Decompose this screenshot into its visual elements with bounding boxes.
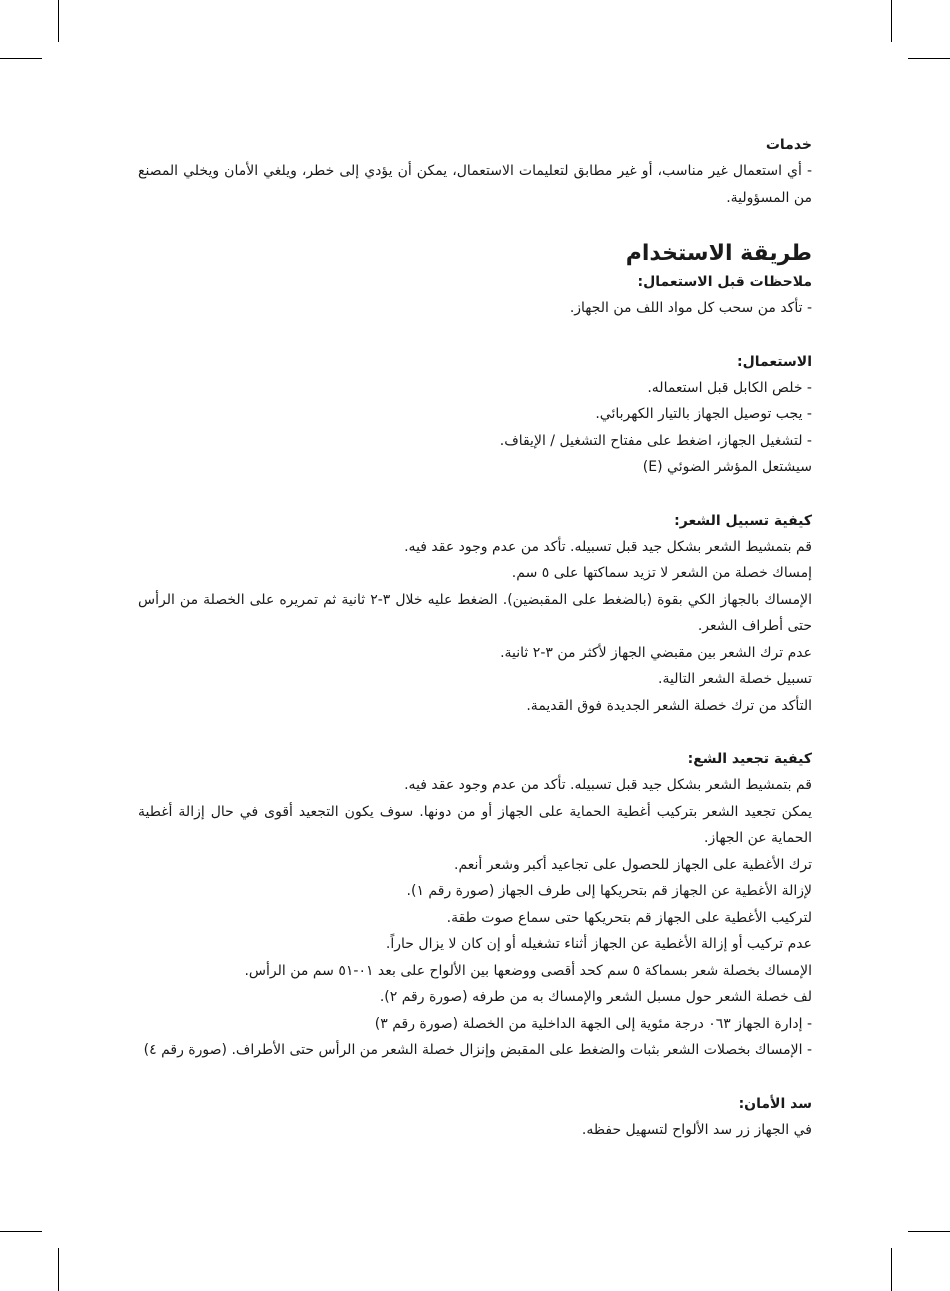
services-heading: خدمات: [765, 137, 812, 153]
safety-heading: سد الأمان:: [738, 1095, 812, 1112]
curl-line: قم بتمشيط الشعر بشكل جيد قبل تسبيله. تأكد من عدم وجود عقد فيه.: [404, 777, 812, 793]
use-line: - يجب توصيل الجهاز بالتيار الكهربائي.: [595, 406, 812, 422]
crop-mark: [908, 1231, 950, 1232]
curl-line: عدم تركيب أو إزالة الأغطية عن الجهاز أثناء تشغيله أو إن كان لا يزال حاراً.: [385, 936, 812, 952]
curl-line: ترك الأغطية على الجهاز للحصول على تجاعيد أكبر وشعر أنعم.: [454, 856, 812, 873]
pre-notes-section: [138, 269, 812, 322]
manual-page: [138, 132, 812, 1143]
crop-mark: [0, 1231, 42, 1232]
pre-notes-line: - تأكد من سحب كل مواد اللف من الجهاز.: [569, 300, 812, 316]
use-line: - خلص الكابل قبل استعماله.: [647, 379, 812, 396]
services-text: - أي استعمال غير مناسب، أو غير مطابق لتعليمات الاستعمال، يمكن أن يؤدي إلى خطر، ويلغي الأمان ويخلي المصنع من المسؤولية.: [138, 163, 812, 206]
straighten-line: التأكد من ترك خصلة الشعر الجديدة فوق القديمة.: [526, 697, 812, 714]
safety-line: في الجهاز زر سد الألواح لتسهيل حفظه.: [581, 1121, 812, 1138]
curl-heading: كيفية تجعيد الشع:: [687, 751, 812, 767]
safety-section: [138, 1091, 812, 1144]
crop-mark: [908, 58, 950, 59]
crop-mark: [891, 1248, 892, 1291]
use-section: [138, 349, 812, 481]
straighten-line: قم بتمشيط الشعر بشكل جيد قبل تسبيله. تأكد من عدم وجود عقد فيه.: [404, 538, 812, 555]
straighten-line: عدم ترك الشعر بين مقبضي الجهاز لأكثر من ٣-٢ ثانية.: [500, 644, 812, 661]
curl-line: لإزالة الأغطية عن الجهاز قم بتحريكها إلى طرف الجهاز (صورة رقم ١).: [406, 883, 812, 899]
curl-line: لف خصلة الشعر حول مسبل الشعر والإمساك به من طرفه (صورة رقم ٢).: [379, 989, 812, 1005]
usage-title: طريقة الاستخدام: [625, 241, 812, 266]
curl-line: لتركيب الأغطية على الجهاز قم بتحريكها حتى سماع صوت طقة.: [446, 909, 812, 926]
curl-section: [138, 746, 812, 1064]
curl-line: - إدارة الجهاز ٠٦٣ درجة مئوية إلى الجهة الداخلية من الخصلة (صورة رقم ٣): [374, 1015, 812, 1032]
use-line: - لتشغيل الجهاز، اضغط على مفتاح التشغيل / الإيقاف.: [499, 432, 812, 449]
pre-notes-heading: ملاحظات قبل الاستعمال:: [637, 274, 812, 290]
use-heading: الاستعمال:: [737, 353, 812, 370]
straighten-line: إمساك خصلة من الشعر لا تزيد سماكتها على ٥ سم.: [511, 565, 812, 581]
crop-mark: [58, 1248, 59, 1291]
crop-mark: [891, 0, 892, 42]
straighten-line: الإمساك بالجهاز الكي بقوة (بالضغط على المقبضين). الضغط عليه خلال ٣-٢ ثانية ثم تمريره على الخصلة من الرأس حتى أطراف الشعر.: [138, 591, 812, 634]
curl-line: - الإمساك بخصلات الشعر بثبات والضغط على المقبض وإنزال خصلة الشعر من الرأس حتى الأطراف. (صورة رقم ٤): [143, 1042, 812, 1058]
curl-line: يمكن تجعيد الشعر بتركيب أغطية الحماية على الجهاز أو من دونها. سوف يكون التجعيد أقوى في حال إزالة أغطية الحماية عن الجهاز.: [138, 803, 812, 846]
curl-line: الإمساك بخصلة شعر بسماكة ٥ سم كحد أقصى ووضعها بين الألواح على بعد ٠١-٥١ سم من الرأس.: [244, 962, 812, 979]
straighten-heading: كيفية تسبيل الشعر:: [674, 512, 812, 529]
services-section: [138, 132, 812, 211]
straighten-section: [138, 508, 812, 720]
straighten-line: تسبيل خصلة الشعر التالية.: [658, 671, 812, 687]
crop-mark: [58, 0, 59, 42]
use-line: سيشتعل المؤشر الضوئي (E): [642, 459, 812, 475]
crop-mark: [0, 58, 42, 59]
